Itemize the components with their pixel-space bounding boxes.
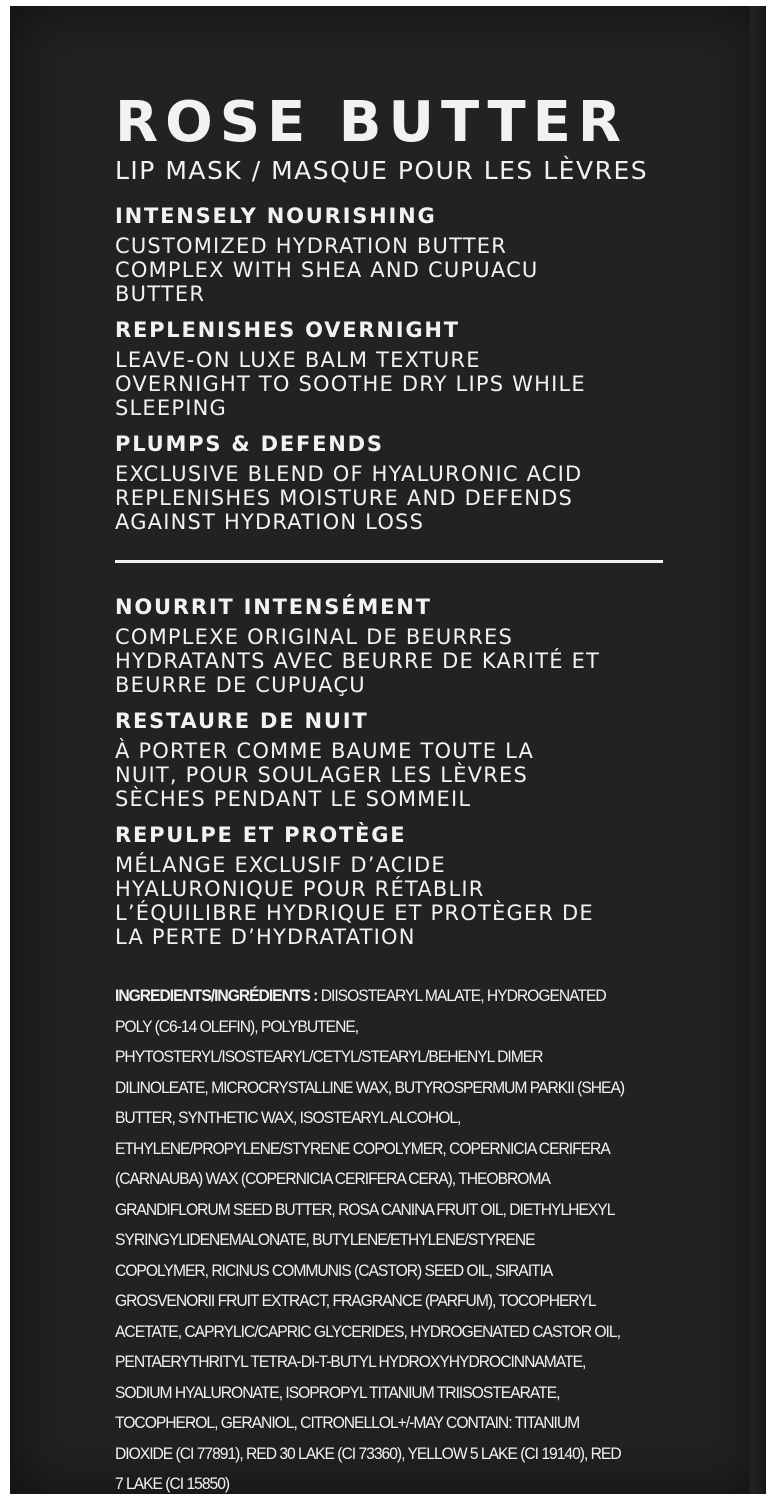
ingredients-text: DIISOSTEARYL MALATE, HYDROGENATED POLY (C6-14 OLEFIN), POLYBUTENE, PHYTOSTERYL/ISOSTEARYL/CETYL/STEARYL/BEHENYL DIMER DILINOLEATE, MICROCRYSTALLINE WAX, BUTYROSPERMUM PARKII (SHEA) BUTTER, SYNTHETIC WAX, ISOSTEARYL ALCOHOL, ETHYLENE/PROPYLENE/STYRENE COPOLYMER, COPERNICIA CERIFERA (CARNAUBA) WAX (COPERNICIA CERIFERA CERA), THEOBROMA GRANDIFLORUM SEED BUTTER, ROSA CANINA FRUIT OIL, DIETHYLHEXYL SYRINGYLIDENEMALONATE, BUTYLENE/ETHYLENE/STYRENE COPOLYMER, RICINUS COMMUNIS (CASTOR) SEED OIL, SIRAITIA GROSVENORII FRUIT EXTRACT, FRAGRANCE (PARFUM), TOCOPHERYL ACETATE, CAPRYLIC/CAPRIC GLYCERIDES, HYDROGENATED CASTOR OIL, PENTAERYTHRITYL TETRA-DI-T-BUTYL HYDROXYHYDROCINNAMATE, SODIUM HYALURONATE, ISOPROPYL TITANIUM TRIISOSTEARATE, TOCOPHEROL, GERANIOL, CITRONELLOL+/-MAY CONTAIN: TITANIUM DIOXIDE (CI 77891), RED 30 LAKE (CI 73360), YELLOW 5 LAKE (CI 19140), RED 7 LAKE (CI 15850): [115, 986, 625, 1493]
ingredients-list: [115, 981, 630, 1500]
ingredients-label: INGREDIENTS/INGRÉDIENTS :: [115, 986, 318, 1005]
claim-heading: REPLENISHES OVERNIGHT: [115, 318, 460, 342]
claim-section: [115, 707, 695, 811]
claim-heading: RESTAURE DE NUIT: [115, 709, 369, 733]
claim-section: [115, 821, 695, 949]
claim-body: À PORTER COMME BAUME TOUTE LA NUIT, POUR SOULAGER LES LÈVRES SÈCHES PENDANT LE SOMMEIL: [115, 739, 535, 811]
packaging-box: [10, 6, 766, 1494]
claim-section: [115, 593, 695, 697]
box-print: [115, 90, 695, 1500]
claim-body: MÉLANGE EXCLUSIF D’ACIDE HYALURONIQUE POUR RÉTABLIR L’ÉQUILIBRE HYDRIQUE ET PROTÈGER DE LA PERTE D’HYDRATATION: [115, 853, 594, 949]
claim-body: EXCLUSIVE BLEND OF HYALURONIC ACID REPLENISHES MOISTURE AND DEFENDS AGAINST HYDRATION LOSS: [115, 462, 583, 534]
claim-body: COMPLEXE ORIGINAL DE BEURRES HYDRATANTS AVEC BEURRE DE KARITÉ ET BEURRE DE CUPUAÇU: [115, 625, 601, 697]
claim-heading: NOURRIT INTENSÉMENT: [115, 595, 432, 619]
product-subtitle: LIP MASK / MASQUE POUR LES LÈVRES: [115, 156, 649, 185]
box-side-edge: [750, 6, 764, 1494]
claim-heading: PLUMPS & DEFENDS: [115, 432, 384, 456]
claim-section: [115, 316, 695, 420]
divider-line: [115, 560, 663, 563]
english-claims: [115, 202, 695, 534]
claim-section: [115, 202, 695, 306]
product-title: ROSE BUTTER: [115, 90, 629, 155]
claim-heading: INTENSELY NOURISHING: [115, 204, 437, 228]
claim-heading: REPULPE ET PROTÈGE: [115, 823, 407, 847]
claim-body: LEAVE-ON LUXE BALM TEXTURE OVERNIGHT TO SOOTHE DRY LIPS WHILE SLEEPING: [115, 348, 586, 420]
claim-section: [115, 430, 695, 534]
french-claims: [115, 593, 695, 949]
claim-body: CUSTOMIZED HYDRATION BUTTER COMPLEX WITH SHEA AND CUPUACU BUTTER: [115, 234, 539, 306]
